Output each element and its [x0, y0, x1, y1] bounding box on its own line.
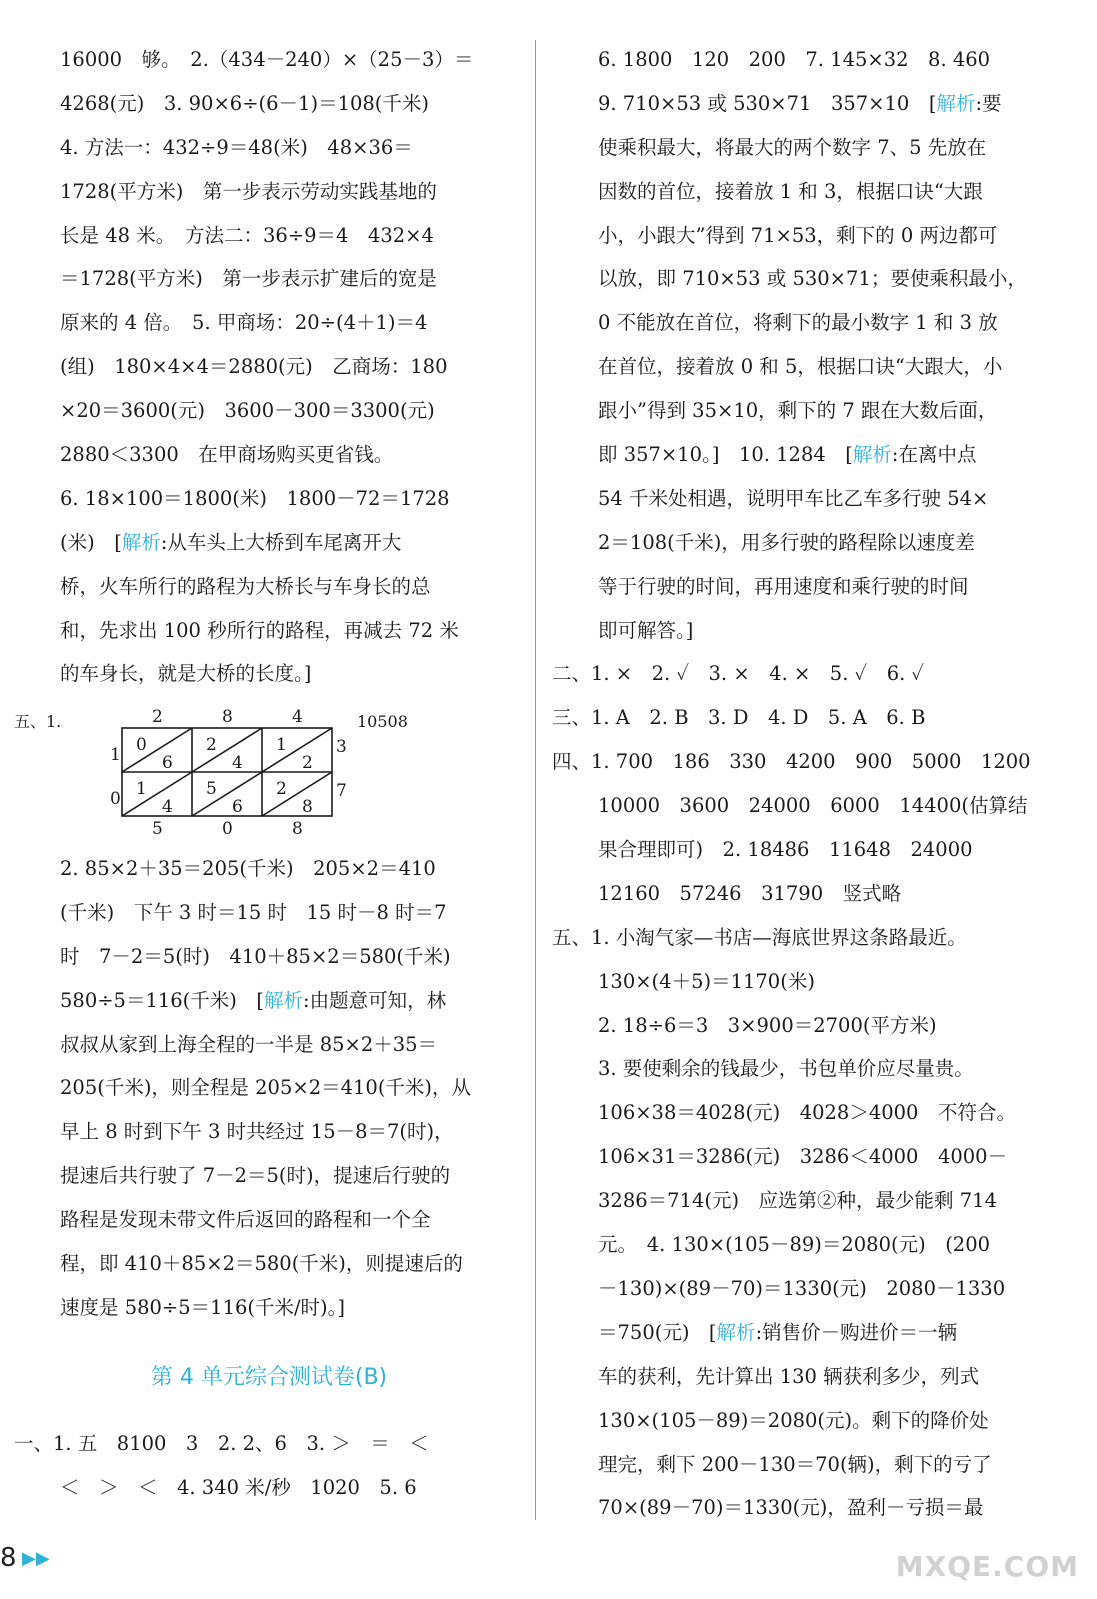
- text-line: 一、1. 五 8100 3 2. 2、6 3. ＞ ＝ ＜: [14, 1432, 429, 1455]
- text-line: 叔叔从家到上海全程的一半是 85×2＋35＝: [60, 1032, 438, 1056]
- text-line: 0 不能放在首位，将剩下的最小数字 1 和 3 放: [598, 311, 998, 335]
- top-digit: 8: [222, 707, 233, 727]
- cell-digit: 4: [232, 753, 243, 773]
- text-segment: 9. 710×53 或 530×71 357×10 [: [598, 91, 937, 115]
- text-line: 小，小跟大”得到 71×53，剩下的 0 两边都可: [598, 223, 998, 247]
- text-segment: 在离中点: [898, 443, 977, 467]
- text-segment: 由题意可知，林: [309, 988, 447, 1012]
- text-line: 二、1. × 2. ✓ 3. × 4. × 5. ✓ 6. ✓: [552, 662, 925, 686]
- text-line: 106×38＝4028(元) 4028＞4000 不符合。: [598, 1101, 1016, 1125]
- analysis-label: 解析: [936, 91, 976, 115]
- text-line: 130×(4＋5)＝1170(米): [598, 969, 815, 993]
- text-segment: 从车头上大桥到车尾离开大: [167, 530, 402, 554]
- bottom-digit: 8: [292, 819, 303, 839]
- page-number: 8: [0, 1543, 17, 1573]
- cell-digit: 8: [302, 797, 313, 817]
- text-line: 2880＜3300 在甲商场购买更省钱。: [60, 443, 394, 467]
- text-line: 因数的首位，接着放 1 和 3，根据口诀“大跟: [598, 179, 983, 203]
- text-line: 70×(89－70)＝1330(元)，盈利－亏损＝最: [598, 1496, 984, 1520]
- text-line: 54 千米处相遇，说明甲车比乙车多行驶 54×: [598, 486, 989, 510]
- text-line: ＝1728(平方米) 第一步表示扩建后的宽是: [60, 267, 437, 291]
- analysis-label: 解析: [264, 988, 304, 1012]
- text-line: 速度是 580÷5＝116(千米/时)。]: [60, 1295, 346, 1319]
- cell-digit: 5: [206, 779, 217, 799]
- top-digit: 2: [152, 707, 163, 727]
- text-line: 4268(元) 3. 90×6÷(6－1)＝108(千米): [60, 91, 430, 115]
- text-line: [552, 82, 1062, 126]
- right-digit: 7: [336, 781, 347, 801]
- text-line: 早上 8 时到下午 3 时共经过 15－8＝7(时)，: [60, 1120, 454, 1144]
- text-line: 和，先求出 100 秒所行的路程，再减去 72 米: [60, 618, 459, 642]
- top-digit: 4: [292, 707, 303, 727]
- text-line: 路程是发现未带文件后返回的路程和一个全: [60, 1208, 431, 1232]
- cell-digit: 6: [162, 753, 173, 773]
- text-segment: :: [891, 443, 899, 467]
- text-line: 1728(平方米) 第一步表示劳动实践基地的: [60, 179, 437, 203]
- text-line: 即可解答。]: [598, 618, 694, 642]
- text-line: 的车身长，就是大桥的长度。]: [60, 662, 312, 686]
- text-line: 长是 48 米。 方法二：36÷9＝4 432×4: [60, 223, 434, 247]
- text-line: 130×(105－89)＝2080(元)。剩下的降价处: [598, 1408, 989, 1432]
- column-divider: [535, 40, 536, 1520]
- text-line: 桥，火车所行的路程为大桥长与车身长的总: [60, 574, 431, 598]
- text-line: 3. 要使剩余的钱最少，书包单价应尽量贵。: [598, 1057, 974, 1081]
- text-line: 提速后共行驶了 7－2＝5(时)，提速后行驶的: [60, 1164, 451, 1188]
- text-line: 205(千米)，则全程是 205×2＝410(千米)，从: [60, 1076, 472, 1100]
- cell-digit: 2: [206, 735, 217, 755]
- text-segment: 580÷5＝116(千米) [: [60, 988, 265, 1012]
- cell-digit: 6: [232, 797, 243, 817]
- text-segment: 要: [982, 91, 1002, 115]
- text-line: [14, 521, 524, 565]
- question-label: 五、1.: [14, 712, 62, 731]
- text-segment: (米) [: [60, 530, 122, 554]
- text-line: 等于行驶的时间，再用速度和乘行驶的时间: [598, 574, 969, 598]
- text-line: 6. 1800 120 200 7. 145×32 8. 460: [598, 48, 991, 71]
- page-arrow-icon: ▶▶: [22, 1548, 50, 1569]
- left-digit: 0: [110, 789, 121, 809]
- text-line: 6. 18×100＝1800(米) 1800－72＝1728: [60, 486, 450, 510]
- analysis-label: 解析: [852, 443, 892, 467]
- text-segment: 即 357×10。] 10. 1284 [: [598, 443, 853, 467]
- lattice-multiplication: [14, 700, 524, 850]
- lattice-grid: [92, 700, 422, 840]
- analysis-label: 解析: [716, 1320, 756, 1344]
- bottom-digit: 5: [152, 819, 163, 839]
- watermark-text: MXQE.COM: [895, 1550, 1079, 1583]
- text-line: 10000 3600 24000 6000 14400(估算结: [598, 794, 1028, 818]
- text-line: 时 7－2＝5(时) 410＋85×2＝580(千米): [60, 944, 451, 968]
- text-line: 16000 够。 2.（434－240）×（25－3）＝: [60, 48, 474, 71]
- text-line: 跟小”得到 35×10，剩下的 7 跟在大数后面，: [598, 399, 998, 423]
- right-digit: 3: [336, 737, 347, 757]
- text-line: 四、1. 700 186 330 4200 900 5000 1200: [552, 750, 1031, 774]
- cell-digit: 4: [162, 797, 173, 817]
- text-line: 程，即 410＋85×2＝580(千米)，则提速后的: [60, 1252, 463, 1276]
- text-segment: :: [303, 988, 310, 1012]
- text-line: 使乘积最大，将最大的两个数字 7、5 先放在: [598, 135, 987, 159]
- text-line: 原来的 4 倍。 5. 甲商场：20÷(4＋1)＝4: [60, 311, 428, 335]
- text-line: 3286＝714(元) 应选第②种，最少能剩 714: [598, 1189, 997, 1213]
- bottom-digit: 0: [222, 819, 233, 839]
- text-line: 12160 57246 31790 竖式略: [598, 881, 902, 905]
- text-segment: ＝750(元) [: [598, 1320, 717, 1344]
- watermark: [879, 1533, 1079, 1583]
- left-column-final: [14, 1422, 524, 1510]
- right-column: [552, 38, 1062, 1530]
- text-segment: :: [160, 530, 168, 554]
- text-line: 车的获利，先计算出 130 辆获利多少，列式: [598, 1364, 980, 1388]
- analysis-label: 解析: [121, 530, 161, 554]
- text-line: [552, 1311, 1062, 1355]
- text-line: 2. 85×2＋35＝205(千米) 205×2＝410: [60, 857, 436, 880]
- text-line: 在首位，接着放 0 和 5，根据口诀“大跟大，小: [598, 355, 1003, 379]
- text-segment: :: [755, 1320, 763, 1344]
- cell-digit: 2: [302, 753, 313, 773]
- text-line: ＜ ＞ ＜ 4. 340 米/秒 1020 5. 6: [60, 1475, 417, 1499]
- section-title: 第 4 单元综合测试卷(B): [150, 1365, 388, 1390]
- text-line: 2. 18÷6＝3 3×900＝2700(平方米): [598, 1013, 937, 1037]
- left-column-lower: [14, 847, 524, 1330]
- cell-digit: 2: [276, 779, 287, 799]
- text-line: 元。 4. 130×(105－89)＝2080(元) (200: [598, 1233, 991, 1257]
- text-line: 以放，即 710×53 或 530×71；要使乘积最小，: [598, 267, 1027, 291]
- cell-digit: 1: [136, 779, 147, 799]
- text-line: [552, 433, 1062, 477]
- text-line: 理完，剩下 200－130＝70(辆)，剩下的亏了: [598, 1452, 992, 1476]
- text-line: 五、1. 小淘气家—书店—海底世界这条路最近。: [552, 925, 967, 949]
- text-line: 106×31＝3286(元) 3286＜4000 4000－: [598, 1145, 1008, 1169]
- left-column: [14, 38, 524, 696]
- text-line: 2＝108(千米)，用多行驶的路程除以速度差: [598, 530, 975, 554]
- cell-digit: 1: [276, 735, 287, 755]
- text-segment: :: [975, 91, 983, 115]
- text-line: (千米) 下午 3 时＝15 时 15 时－8 时＝7: [60, 900, 447, 924]
- text-line: 果合理即可) 2. 18486 11648 24000: [598, 838, 973, 862]
- text-line: －130)×(89－70)＝1330(元) 2080－1330: [598, 1276, 1006, 1300]
- text-line: 4. 方法一：432÷9＝48(米) 48×36＝: [60, 135, 413, 159]
- product-value: 10508: [357, 712, 408, 731]
- text-segment: 销售价－购进价＝一辆: [762, 1320, 958, 1344]
- cell-digit: 0: [136, 735, 147, 755]
- text-line: [14, 979, 524, 1023]
- text-line: 三、1. A 2. B 3. D 4. D 5. A 6. B: [552, 706, 926, 730]
- text-line: ×20＝3600(元) 3600－300＝3300(元): [60, 399, 435, 423]
- text-line: (组) 180×4×4＝2880(元) 乙商场：180: [60, 355, 448, 379]
- left-digit: 1: [110, 745, 121, 765]
